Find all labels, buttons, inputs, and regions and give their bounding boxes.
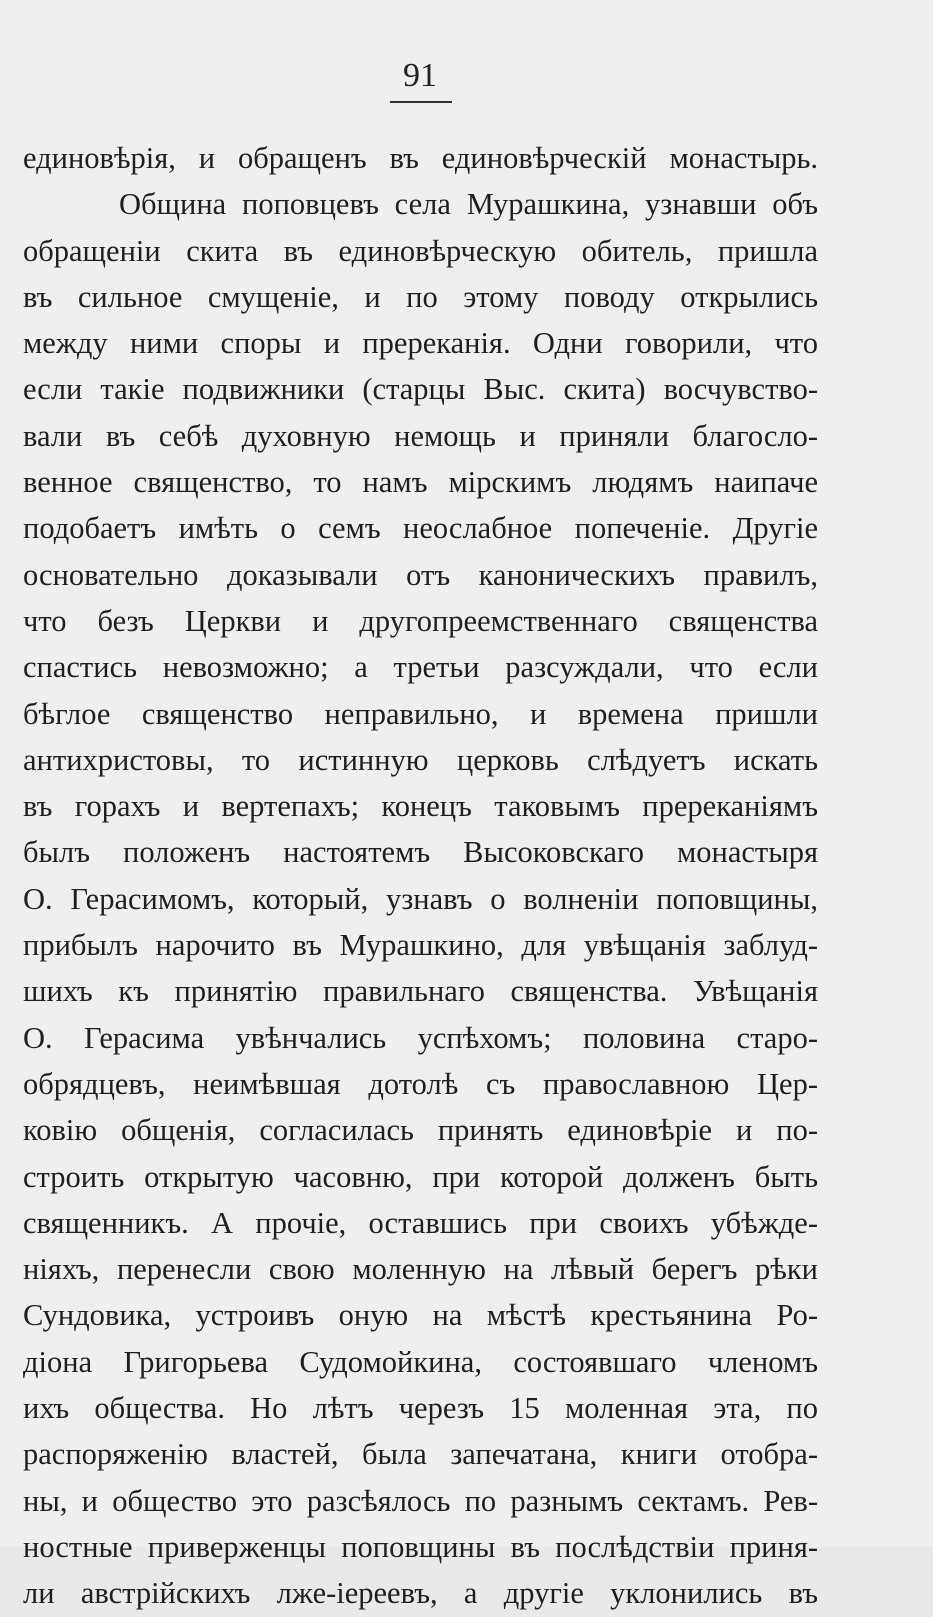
text-line: бѣглое священство неправильно, и времена пришли — [23, 696, 818, 731]
text-line: священникъ. А прочіе, оставшись при своихъ убѣжде- — [23, 1205, 818, 1240]
text-line: Община поповцевъ села Мурашкина, узнавши объ — [119, 187, 818, 222]
text-line: спастись невозможно; а третьи разсуждали, что если — [23, 650, 818, 685]
text-line: шихъ къ принятію правильнаго священства. Увѣщанія — [23, 974, 818, 1009]
text-line: О. Герасима увѣнчались успѣхомъ; половина старо- — [23, 1020, 818, 1055]
text-line: основательно доказывали отъ каноническихъ правилъ, — [23, 557, 818, 592]
text-line: ихъ общества. Но лѣтъ черезъ 15 моленная эта, по — [23, 1391, 818, 1426]
text-line: вали въ себѣ духовную немощь и приняли благослo- — [23, 418, 818, 453]
text-line: единовѣрія, и обращенъ въ единовѣрческій монастырь. — [23, 141, 818, 175]
text-line: обрядцевъ, неимѣвшая дотолѣ съ православною Цер- — [23, 1066, 818, 1101]
body-text — [23, 135, 818, 1617]
text-line: ковію общенія, согласилась принять единовѣріе и по- — [23, 1113, 818, 1148]
text-line: прибылъ нарочито въ Мурашкино, для увѣщанія заблуд- — [23, 928, 818, 963]
text-line: подобаетъ имѣть о семъ неослабное попеченіе. Другіе — [23, 511, 818, 546]
text-line: ли австрійскихъ лже-іереевъ, а другіе уклонились въ — [23, 1576, 818, 1611]
text-line: О. Герасимомъ, который, узнавъ о волненіи поповщины, — [23, 881, 818, 916]
text-line: ностные приверженцы поповщины въ послѣдствіи приня- — [23, 1529, 818, 1564]
text-line: Сундовика, устроивъ оную на мѣстѣ крестьянина Ро- — [23, 1298, 818, 1333]
text-line: въ сильное смущеніе, и по этому поводу открылись — [23, 279, 818, 314]
text-line: въ горахъ и вертепахъ; конецъ таковымъ пререканіямъ — [23, 789, 818, 824]
text-line: что безъ Церкви и другопреемственнаго священства — [23, 603, 818, 638]
text-line: ніяхъ, перенесли свою моленную на лѣвый берегъ рѣки — [23, 1252, 818, 1287]
text-line: ны, и общество это разсѣялось по разнымъ сектамъ. Рев- — [23, 1483, 818, 1518]
text-line: былъ положенъ настоятемъ Высоковскаго монастыря — [23, 835, 818, 870]
text-line: если такіе подвижники (старцы Выс. скита) восчувство- — [23, 372, 818, 407]
text-line: венное священство, то намъ мірскимъ людямъ наипаче — [23, 465, 818, 500]
page-number: 91 — [403, 57, 437, 94]
text-line: между ними споры и пререканія. Одни говорили, что — [23, 326, 818, 361]
text-line: строить открытую часовню, при которой долженъ быть — [23, 1159, 818, 1194]
text-line: діона Григорьева Судомойкина, состоявшаго членомъ — [23, 1344, 818, 1379]
text-line: распоряженію властей, была запечатана, книги отобра- — [23, 1437, 818, 1472]
text-line: обращеніи скита въ единовѣрческую обитель, пришла — [23, 233, 818, 268]
page-number-rule — [390, 101, 452, 103]
text-line: антихристовы, то истинную церковь слѣдуетъ искать — [23, 742, 818, 777]
